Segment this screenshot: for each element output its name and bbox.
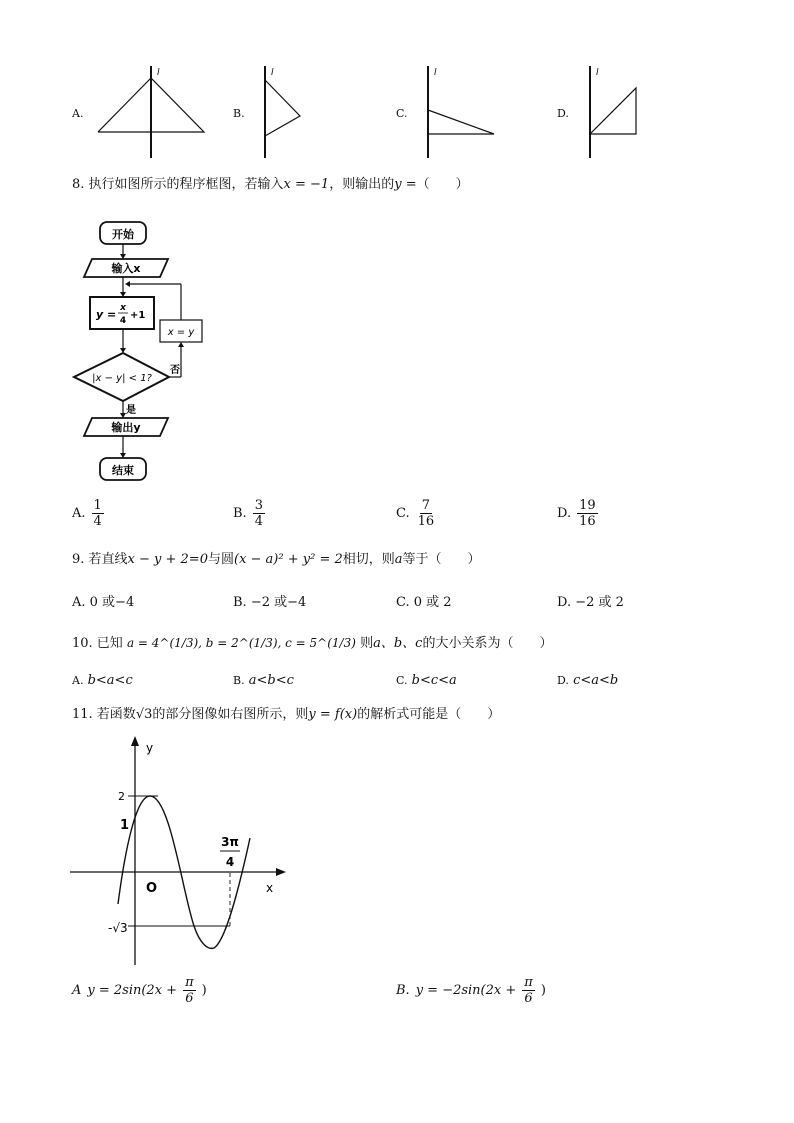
q7-option-b-figure xyxy=(255,64,315,160)
q10-option-c-expr: b<c<a xyxy=(411,673,457,688)
q9-stem-c: 相切，则 xyxy=(342,552,395,567)
q11-option-a xyxy=(72,975,207,1006)
q8-option-a-num: 1 xyxy=(93,498,102,513)
q7-option-c-figure xyxy=(418,64,508,160)
q9-option-c: C. 0 或 2 xyxy=(396,595,452,610)
q10-option-b-label: B. xyxy=(233,674,245,687)
q7-axis-label-d: l xyxy=(596,68,599,78)
q10-option-a-expr: b<a<c xyxy=(87,673,133,688)
q9-stem-b: 与圆 xyxy=(207,552,234,567)
q8-option-c-label: C. xyxy=(396,506,410,521)
q10-option-b-expr: a<b<c xyxy=(248,673,294,688)
q9-option-b: B. −2 或−4 xyxy=(233,595,307,610)
q11-function: y = f(x) xyxy=(308,707,358,722)
q10-option-b xyxy=(233,672,294,690)
flow-start-text: 开始 xyxy=(112,228,134,241)
q8-y-eq: y = xyxy=(394,177,417,192)
flow-assign-lhs: y = xyxy=(96,308,117,321)
q11-stem-a: 11. 若函数 xyxy=(72,707,136,722)
q8-option-d-num: 19 xyxy=(579,498,596,513)
q9-option-a: A. 0 或−4 xyxy=(72,595,135,610)
q9-variable: a xyxy=(394,552,403,567)
q10-option-d-label: D. xyxy=(557,674,569,687)
q10-option-a xyxy=(72,672,133,690)
q10-option-d xyxy=(557,672,618,690)
q11-sqrt3: √3 xyxy=(135,707,153,722)
q11-stem xyxy=(72,706,500,724)
flow-output-text: 输出y xyxy=(111,421,141,434)
q11-option-b-lhs: y = −2sin(2x + xyxy=(415,983,517,998)
q11-stem-b: 的部分图像如右图所示，则 xyxy=(152,707,309,722)
q9-line-equation: x − y + 2=0 xyxy=(127,552,208,567)
graph-origin-label: O xyxy=(146,881,158,896)
q7-option-a-label: A. xyxy=(72,107,84,120)
q11-option-a-lhs: y = 2sin(2x + xyxy=(87,983,178,998)
q10-vars: a、b、c xyxy=(373,636,423,651)
flow-end-text: 结束 xyxy=(112,464,134,477)
flow-assign-tail: +1 xyxy=(130,310,146,321)
graph-y-one: 1 xyxy=(120,818,130,833)
q10-option-c xyxy=(396,672,457,690)
q7-option-b-label: B. xyxy=(233,107,245,120)
q11-option-a-tail: ) xyxy=(201,983,207,998)
q8-option-b-label: B. xyxy=(233,506,247,521)
flow-input-text: 输入x xyxy=(111,262,141,275)
q11-option-b-num: π xyxy=(524,975,533,990)
q9-stem xyxy=(72,551,481,569)
graph-y-max: 2 xyxy=(118,790,125,803)
graph-y-label: y xyxy=(146,741,154,755)
graph-y-min: -√3 xyxy=(108,921,128,935)
q8-option-d-frac xyxy=(577,498,598,529)
q10-stem xyxy=(72,634,552,653)
q11-option-b-frac xyxy=(522,975,535,1006)
q11-option-a-den: 6 xyxy=(185,991,194,1006)
flow-no-label: 否 xyxy=(170,365,180,376)
q8-option-a-den: 4 xyxy=(93,514,102,529)
q8-option-d-label: D. xyxy=(557,506,572,521)
q7-option-a-figure xyxy=(90,64,220,160)
q9-option-d: D. −2 或 2 xyxy=(557,595,624,610)
q11-option-a-frac xyxy=(183,975,196,1006)
flow-decision-text: |x − y| < 1? xyxy=(92,373,152,384)
q11-stem-c: 的解析式可能是（ ） xyxy=(357,707,501,722)
q9-stem-a: 9. 若直线 xyxy=(72,552,128,567)
q8-flowchart xyxy=(70,214,220,486)
q8-option-b-num: 3 xyxy=(254,498,263,513)
q10-option-a-label: A. xyxy=(72,674,84,687)
q8-option-c-den: 16 xyxy=(417,514,435,529)
q9-stem-d: 等于（ ） xyxy=(402,552,481,567)
q7-option-c-label: C. xyxy=(396,107,408,120)
flow-assign-num: x xyxy=(120,303,126,313)
q10-option-d-expr: c<a<b xyxy=(573,673,619,688)
q7-axis-label-a: l xyxy=(157,68,160,78)
graph-x-label: x xyxy=(266,881,274,895)
q10-stem-b: 则 xyxy=(360,636,374,651)
q11-option-b xyxy=(396,975,546,1006)
q8-option-a xyxy=(72,498,104,529)
q8-option-c-num: 7 xyxy=(421,498,431,513)
arrow-up-icon xyxy=(131,736,139,746)
q8-stem-tail: ，则输出的 xyxy=(329,177,395,192)
graph-x-mark-den: 4 xyxy=(225,855,235,869)
flow-update-text: x = y xyxy=(167,327,195,338)
q7-option-d-figure xyxy=(580,64,650,160)
q7-axis-label-b: l xyxy=(271,68,274,78)
q8-option-b-den: 4 xyxy=(254,514,263,529)
q10-definitions: a = 4^(1/3), b = 2^(1/3), c = 5^(1/3) xyxy=(126,636,356,650)
q8-answer-paren: （ ） xyxy=(416,177,469,192)
q8-option-c xyxy=(396,498,436,529)
q8-option-d xyxy=(557,498,598,529)
q10-stem-a: 10. 已知 xyxy=(72,636,123,651)
q8-option-d-den: 16 xyxy=(579,514,596,529)
q7-option-d-label: D. xyxy=(557,107,569,120)
q11-option-b-label: B. xyxy=(396,983,410,998)
q8-input-value: x = −1 xyxy=(283,177,330,192)
q8-option-a-frac xyxy=(92,498,104,529)
q11-graph xyxy=(70,730,300,970)
q10-option-c-label: C. xyxy=(396,674,408,687)
q11-option-a-num: π xyxy=(185,975,194,990)
q11-option-b-tail: ) xyxy=(540,983,546,998)
q9-circle-equation: (x − a)² + y² = 2 xyxy=(234,552,343,567)
arrow-right-icon xyxy=(276,868,286,876)
q8-stem-text: 8. 执行如图所示的程序框图，若输入 xyxy=(72,177,284,192)
q8-option-c-frac xyxy=(416,498,437,529)
q8-option-a-label: A. xyxy=(72,506,86,521)
q8-stem xyxy=(72,176,469,194)
q8-option-b xyxy=(233,498,265,529)
q10-stem-c: 的大小关系为（ ） xyxy=(422,636,553,651)
flow-yes-label: 是 xyxy=(126,405,136,416)
q8-option-b-frac xyxy=(253,498,265,529)
q11-option-a-label: A xyxy=(72,983,82,998)
flow-assign-den: 4 xyxy=(119,316,127,326)
graph-x-mark-num: 3π xyxy=(221,835,239,849)
q7-axis-label-c: l xyxy=(434,68,437,78)
q11-option-b-den: 6 xyxy=(524,991,533,1006)
